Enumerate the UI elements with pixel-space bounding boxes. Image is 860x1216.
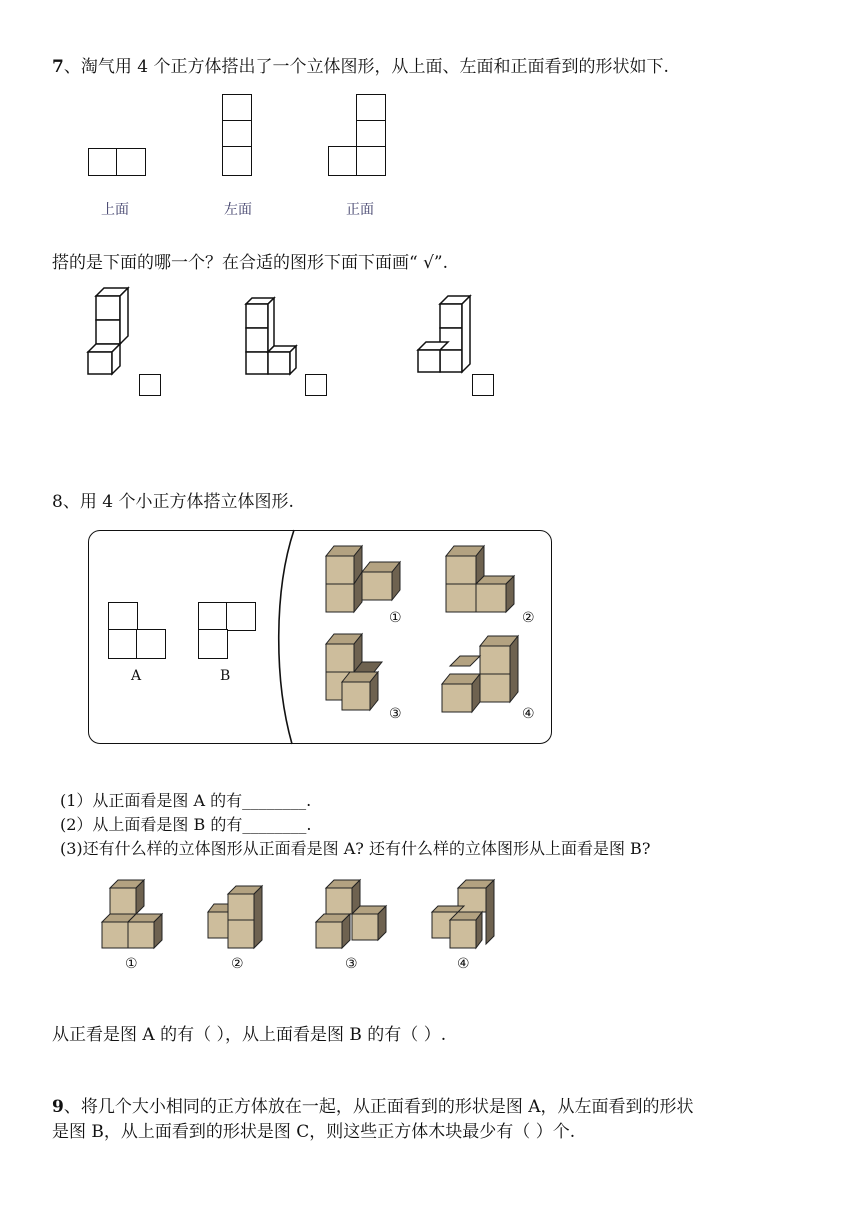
q8-shape-2-label: ② [522, 610, 535, 626]
q8-extra-shape-1-label: ① [125, 956, 138, 972]
q8-label-b: B [220, 668, 231, 684]
q7-option-3-figure [418, 296, 474, 376]
q8-sub-2: (2）从上面看是图 B 的有________. [60, 815, 312, 834]
q8-extra-shape-4 [430, 878, 498, 952]
q8-title: 8、用 4 个小正方体搭立体图形. [52, 492, 294, 512]
q8-sub-3: (3)还有什么样的立体图形从正面看是图 A? 还有什么样的立体图形从上面看是图 B? [60, 839, 651, 858]
q8-extra-shape-4-label: ④ [457, 956, 470, 972]
q8-shape-4 [440, 636, 520, 716]
q9-line-1-text: 、将几个大小相同的正方体放在一起，从正面看到的形状是图 A，从左面看到的形状 [63, 1097, 694, 1117]
q8-extra-shape-1 [100, 878, 166, 952]
q8-label-a: A [131, 668, 142, 684]
q8-extra-shape-2-label: ② [231, 956, 244, 972]
q9-number: 9 [52, 1097, 64, 1117]
q7-option-2-figure [246, 298, 302, 378]
q7-option-3-checkbox[interactable] [472, 374, 494, 396]
q7-option-1-checkbox[interactable] [139, 374, 161, 396]
q7-number: 7 [52, 57, 64, 77]
q7-view-front-label: 正面 [346, 202, 374, 218]
q8-shape-2 [444, 546, 520, 614]
q8-shape-3 [324, 634, 386, 714]
q7-view-left-label: 左面 [224, 202, 252, 218]
q8-sub-1: (1）从正面看是图 A 的有________. [60, 791, 312, 810]
q8-extra-shape-3 [314, 878, 394, 952]
q8-shape-3-label: ③ [389, 706, 402, 722]
q7-option-1-figure [86, 288, 136, 378]
q8-shape-4-label: ④ [522, 706, 535, 722]
q8-shape-1 [324, 546, 408, 614]
q8-extra-shape-2 [206, 884, 272, 952]
q8-panel-divider [270, 530, 310, 744]
q7-option-2-checkbox[interactable] [305, 374, 327, 396]
q7-prompt: 搭的是下面的哪一个？在合适的图形下面下面画“ √”. [52, 253, 449, 273]
q7-title [52, 56, 669, 78]
q7-view-top-label: 上面 [101, 202, 129, 218]
q8-shape-1-label: ① [389, 610, 402, 626]
q7-title-text: 、淘气用 4 个正方体搭出了一个立体图形，从上面、左面和正面看到的形状如下. [63, 57, 669, 77]
q8-extra-shape-3-label: ③ [345, 956, 358, 972]
q8-answer-line: 从正看是图 A 的有（ ），从上面看是图 B 的有（ ）. [52, 1025, 447, 1045]
q9-line-1 [52, 1096, 694, 1118]
q9-line-2: 是图 B，从上面看到的形状是图 C，则这些正方体木块最少有（ ）个. [52, 1122, 576, 1142]
